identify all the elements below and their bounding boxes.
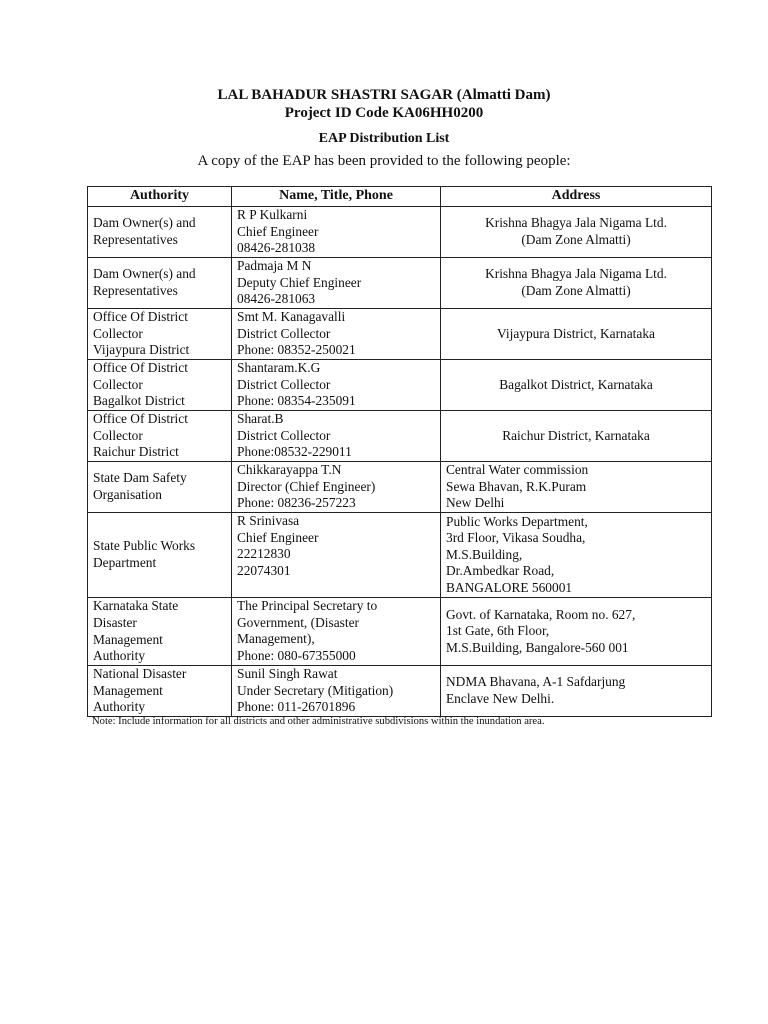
authority-cell-line: State Dam Safety xyxy=(93,470,187,486)
list-title: EAP Distribution List xyxy=(318,131,450,146)
authority-cell-line: Office Of District xyxy=(93,360,188,376)
address-cell-line: M.S.Building, xyxy=(446,546,523,562)
name-cell-line: Director (Chief Engineer) xyxy=(237,478,376,494)
name-cell-line: Deputy Chief Engineer xyxy=(237,274,362,290)
table-row xyxy=(88,207,712,258)
name-cell-line: Phone: 011-26701896 xyxy=(237,699,356,715)
address-cell xyxy=(441,513,712,598)
name-cell xyxy=(232,411,441,462)
authority-cell-line: Organisation xyxy=(93,487,162,502)
address-cell-line: Vijaypura District, Karnataka xyxy=(497,325,655,341)
name-cell xyxy=(232,258,441,309)
name-cell-line: 08426-281063 xyxy=(237,291,316,307)
column-header-authority: Authority xyxy=(88,187,232,207)
name-cell-line: 22212830 xyxy=(237,546,291,562)
authority-cell-line: Collector xyxy=(93,325,143,341)
address-cell xyxy=(441,666,712,717)
project-id: Project ID Code KA06HH0200 xyxy=(284,105,484,121)
authority-cell-line: Karnataka State xyxy=(93,598,179,614)
table-row xyxy=(88,360,712,411)
authority-cell-line: Dam Owner(s) and xyxy=(93,215,196,231)
authority-cell-line: Representatives xyxy=(93,283,178,298)
address-cell-line: Krishna Bhagya Jala Nigama Ltd. xyxy=(485,266,667,282)
authority-cell-line: Representatives xyxy=(93,232,178,247)
name-cell-line: Sharat.B xyxy=(237,411,284,426)
address-cell xyxy=(441,309,712,360)
name-cell-line: The Principal Secretary to xyxy=(237,598,378,613)
address-cell xyxy=(441,598,712,666)
authority-cell xyxy=(88,258,232,309)
authority-cell-line: Office Of District xyxy=(93,411,188,427)
authority-cell-line: State Public Works xyxy=(93,538,196,554)
authority-cell xyxy=(88,360,232,411)
address-cell-line: Public Works Department, xyxy=(446,513,588,529)
authority-cell xyxy=(88,309,232,360)
name-cell-line: Shantaram.K.G xyxy=(237,360,321,375)
authority-cell-line: Collector xyxy=(93,376,143,392)
table-row xyxy=(88,666,712,717)
table-row xyxy=(88,598,712,666)
address-cell-line: (Dam Zone Almatti) xyxy=(521,232,631,247)
column-header-name: Name, Title, Phone xyxy=(232,187,441,207)
table-row xyxy=(88,462,712,513)
address-cell xyxy=(441,360,712,411)
name-cell xyxy=(232,309,441,360)
name-cell-line: Phone: 08236-257223 xyxy=(237,495,356,511)
name-cell-line: 22074301 xyxy=(237,562,291,578)
authority-cell-line: Dam Owner(s) and xyxy=(93,266,196,282)
address-cell xyxy=(441,258,712,309)
address-cell-line: (Dam Zone Almatti) xyxy=(521,283,631,298)
name-cell-line: District Collector xyxy=(237,325,331,341)
address-cell-line: 3rd Floor, Vikasa Soudha, xyxy=(446,530,586,546)
authority-cell-line: National Disaster xyxy=(93,666,187,682)
address-cell-line: Bagalkot District, Karnataka xyxy=(499,376,653,392)
name-cell-line: Chief Engineer xyxy=(237,223,319,239)
authority-cell-line: Bagalkot District xyxy=(93,393,185,409)
authority-cell xyxy=(88,666,232,717)
authority-cell xyxy=(88,411,232,462)
address-cell xyxy=(441,462,712,513)
name-cell xyxy=(232,598,441,666)
table-row xyxy=(88,513,712,598)
authority-cell-line: Raichur District xyxy=(93,444,179,460)
name-cell-line: Phone: 08354-235091 xyxy=(237,393,356,409)
authority-cell-line: Department xyxy=(93,555,157,570)
address-cell-line: Raichur District, Karnataka xyxy=(502,427,650,443)
authority-cell xyxy=(88,598,232,666)
authority-cell-line: Disaster xyxy=(93,614,137,630)
footnote: Note: Include information for all districts and other administrative subdivisions within the inundation area. xyxy=(92,716,545,727)
name-cell-line: District Collector xyxy=(237,427,331,443)
authority-cell-line: Authority xyxy=(93,648,146,664)
address-cell xyxy=(441,411,712,462)
address-cell-line: Dr.Ambedkar Road, xyxy=(446,563,555,579)
address-cell-line: M.S.Building, Bangalore-560 001 xyxy=(446,639,629,655)
intro-text: A copy of the EAP has been provided to the following people: xyxy=(197,153,571,169)
name-cell-line: R Srinivasa xyxy=(237,513,300,528)
name-cell-line: District Collector xyxy=(237,376,331,392)
authority-cell xyxy=(88,513,232,598)
name-cell-line: Sunil Singh Rawat xyxy=(237,666,338,681)
name-cell-line: Phone:08532-229011 xyxy=(237,444,352,460)
address-cell-line: Sewa Bhavan, R.K.Puram xyxy=(446,478,587,494)
name-cell-line: Chikkarayappa T.N xyxy=(237,462,342,477)
authority-cell xyxy=(88,207,232,258)
address-cell xyxy=(441,207,712,258)
name-cell-line: Padmaja M N xyxy=(237,258,312,273)
address-cell-line: Krishna Bhagya Jala Nigama Ltd. xyxy=(485,215,667,231)
name-cell xyxy=(232,513,441,598)
name-cell-line: Smt M. Kanagavalli xyxy=(237,309,346,324)
table-row xyxy=(88,309,712,360)
address-cell-line: Govt. of Karnataka, Room no. 627, xyxy=(446,606,636,622)
authority-cell-line: Collector xyxy=(93,427,143,443)
name-cell-line: Management), xyxy=(237,631,315,647)
address-cell-line: New Delhi xyxy=(446,495,505,511)
name-cell-line: Under Secretary (Mitigation) xyxy=(237,682,394,698)
address-cell-line: BANGALORE 560001 xyxy=(446,579,573,595)
address-cell-line: Central Water commission xyxy=(446,462,589,478)
name-cell-line: Government, (Disaster xyxy=(237,614,359,630)
name-cell-line: 08426-281038 xyxy=(237,240,316,256)
column-header-address: Address xyxy=(441,187,712,207)
distribution-table xyxy=(87,186,712,717)
authority-cell-line: Vijaypura District xyxy=(93,342,190,358)
authority-cell-line: Management xyxy=(93,682,163,698)
name-cell xyxy=(232,360,441,411)
name-cell-line: Chief Engineer xyxy=(237,529,319,545)
table-row xyxy=(88,411,712,462)
table-row xyxy=(88,258,712,309)
authority-cell-line: Authority xyxy=(93,699,146,715)
name-cell xyxy=(232,207,441,258)
authority-cell-line: Management xyxy=(93,631,163,647)
name-cell-line: R P Kulkarni xyxy=(237,207,308,222)
name-cell xyxy=(232,666,441,717)
address-cell-line: NDMA Bhavana, A-1 Safdarjung xyxy=(446,674,626,690)
address-cell-line: Enclave New Delhi. xyxy=(446,691,555,706)
document-title: LAL BAHADUR SHASTRI SAGAR (Almatti Dam) xyxy=(217,87,551,103)
authority-cell-line: Office Of District xyxy=(93,309,188,325)
table-body xyxy=(88,207,712,717)
table-header-row xyxy=(88,187,712,207)
address-cell-line: 1st Gate, 6th Floor, xyxy=(446,623,550,639)
name-cell-line: Phone: 08352-250021 xyxy=(237,342,356,358)
name-cell xyxy=(232,462,441,513)
authority-cell xyxy=(88,462,232,513)
name-cell-line: Phone: 080-67355000 xyxy=(237,647,356,663)
